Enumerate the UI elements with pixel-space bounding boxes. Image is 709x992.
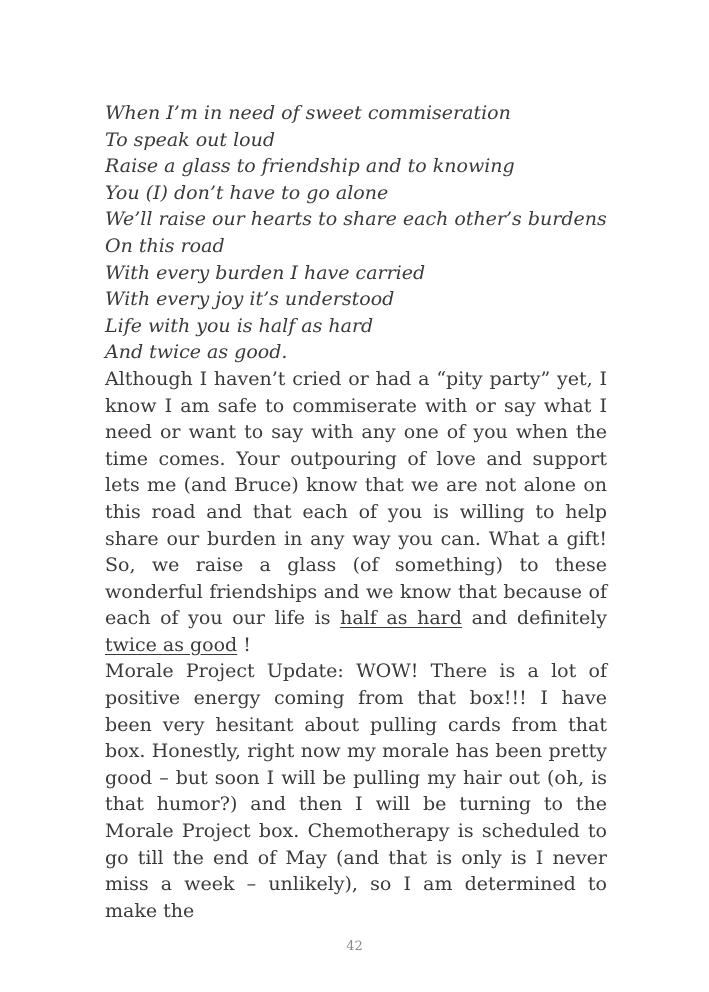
lyric-line: Life with you is half as hard (105, 314, 374, 337)
lyric-line: When I’m in need of sweet commiseration (105, 102, 511, 124)
lyric-line: With every joy it’s understood (105, 288, 395, 311)
paragraph-text: Although I haven’t cried or had a “pity party” yet, I know I am safe to commiserate with or say what I need or want to say with any one of you when the time comes. Your outpouring of love and support lets me (and Bruce) know that we are not alone on this road and that each of you is willing to help share our burden in any way you can. What a gift! So, we raise a glass (of something) to these wonderful friendships and we know that because of each of you our life is (105, 367, 607, 630)
underlined-phrase: half as hard (340, 607, 462, 630)
lyric-line: We’ll raise our hearts to share each other’s burdens (105, 208, 607, 231)
underlined-phrase: twice as good (105, 633, 238, 656)
page-content (105, 100, 607, 924)
lyric-line: Raise a glass to friendship and to knowing (105, 155, 515, 178)
lyric-line: To speak out loud (105, 128, 275, 151)
paragraph-text: and definitely (461, 607, 608, 630)
body-paragraph-2: Morale Project Update: WOW! There is a lot of positive energy coming from that box!!! I have been very hesitant about pulling cards from that box. Honestly, right now my morale has been pretty good – but soon I will be pulling my hair out (oh, is that humor?) and then I will be turning to the Morale Project box. Chemotherapy is scheduled to go till the end of May (and that is only is I never miss a week – unlikely), so I am determined to make the (105, 660, 607, 922)
page-number: 42 (346, 939, 363, 954)
body-paragraph-1 (105, 366, 607, 659)
lyric-line: On this road (105, 234, 225, 257)
lyric-line: You (I) don’t have to go alone (105, 181, 389, 204)
lyric-line: And twice as good. (105, 341, 288, 364)
paragraph-text: ! (237, 633, 251, 656)
lyrics-block (105, 100, 607, 366)
lyric-line: With every burden I have carried (105, 261, 426, 284)
